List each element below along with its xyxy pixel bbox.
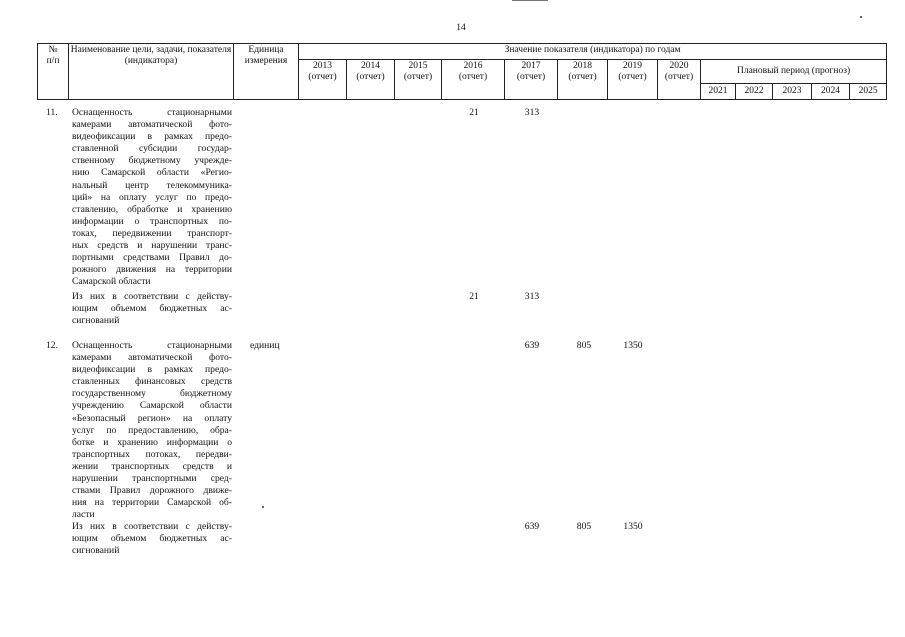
year-label: 2015 xyxy=(408,61,428,71)
desc-line: Самарской области xyxy=(72,276,151,288)
year-note: (отчет) xyxy=(516,72,546,82)
plan-period-title: Плановый период (прогноз) xyxy=(701,60,887,84)
desc-line: ющим объемом бюджетных ас- xyxy=(72,303,232,315)
desc-line: ставленной субсидии государ- xyxy=(72,143,232,155)
header-num-cell xyxy=(38,44,69,100)
year-label: 2019 xyxy=(623,61,642,71)
year-label: 2017 xyxy=(521,61,541,71)
scan-mark xyxy=(512,0,548,1)
desc-line: ласти xyxy=(72,509,95,521)
plan-year-2023: 2023 xyxy=(773,84,812,100)
indicator-table-header xyxy=(37,43,887,100)
row-unit: единиц xyxy=(250,340,280,351)
desc-line: рожного движения на территории xyxy=(72,264,232,276)
desc-line: портными средствами Правил до- xyxy=(72,252,232,264)
header-num: № xyxy=(48,45,58,55)
year-label: 2018 xyxy=(573,61,592,71)
year-note: (отчет) xyxy=(458,72,488,82)
row-sub-description xyxy=(72,291,232,327)
scan-speck xyxy=(262,506,264,508)
year-note: (отчет) xyxy=(568,72,597,82)
desc-line: ственному бюджетному учрежде- xyxy=(72,155,232,167)
value-2019: 1350 xyxy=(623,340,643,351)
year-label: 2020 xyxy=(669,61,689,71)
header-unit: Единица измерения xyxy=(234,44,299,100)
row-description xyxy=(72,340,232,521)
sub-value-2016: 21 xyxy=(469,291,479,302)
year-2014-cell xyxy=(347,60,395,100)
desc-line: нальный центр телекоммуника- xyxy=(72,179,232,191)
year-2019-cell xyxy=(608,60,658,100)
desc-line: ния на территории Самарской об- xyxy=(72,497,232,509)
desc-line: токах, передвижении транспорт- xyxy=(72,227,232,239)
desc-line: «Безопасный регион» на оплату xyxy=(72,412,232,424)
value-2018: 805 xyxy=(576,340,592,351)
desc-line: ставлению, обработке и хранению xyxy=(72,203,232,215)
desc-line: сигнований xyxy=(72,545,120,557)
value-2016: 21 xyxy=(469,107,479,118)
value-2017: 313 xyxy=(524,107,540,118)
year-label: 2016 xyxy=(463,61,483,71)
year-2018-cell xyxy=(558,60,608,100)
desc-line: учреждению Самарской области xyxy=(72,400,232,412)
year-label: 2014 xyxy=(361,61,380,71)
desc-line: ющим объемом бюджетных ас- xyxy=(72,533,232,545)
desc-line: Из них в соответствии с действу- xyxy=(72,521,232,532)
year-2013-cell xyxy=(299,60,347,100)
year-2016-cell xyxy=(442,60,505,100)
plan-year-2025: 2025 xyxy=(850,84,887,100)
row-number: 11. xyxy=(46,107,58,118)
desc-line: государственному бюджетному xyxy=(72,388,232,400)
desc-line: видеофиксации в рамках предо- xyxy=(72,131,232,143)
desc-line: ных средств и нарушении транс- xyxy=(72,240,232,252)
year-note: (отчет) xyxy=(308,72,337,82)
header-values-title: Значение показателя (индикатора) по годам xyxy=(299,44,887,60)
desc-line: ботке и хранению информации о xyxy=(72,436,232,448)
sub-value-2019: 1350 xyxy=(623,521,643,532)
header-name: Наименование цели, задачи, показателя (индикатора) xyxy=(69,44,234,100)
year-2015-cell xyxy=(395,60,442,100)
page-number: 14 xyxy=(456,23,466,33)
plan-year-2021: 2021 xyxy=(701,84,736,100)
desc-line: сигнований xyxy=(72,315,120,327)
desc-line: камерами автоматической фото- xyxy=(72,352,232,364)
desc-line: услуг по предоставлению, обра- xyxy=(72,424,232,436)
desc-line: ций» на оплату услуг по предо- xyxy=(72,191,232,203)
desc-line: информации о транспортных по- xyxy=(72,215,232,227)
year-note: (отчет) xyxy=(618,72,647,82)
sub-value-2017: 639 xyxy=(524,521,540,532)
desc-line: нарушении транспортными сред- xyxy=(72,473,232,485)
desc-line: камерами автоматической фото- xyxy=(72,119,232,131)
desc-line: видеофиксации в рамках предо- xyxy=(72,364,232,376)
row-description xyxy=(72,107,232,288)
desc-line: транспортных потоках, передви- xyxy=(72,448,232,460)
scan-speck xyxy=(860,16,862,18)
desc-line: жении транспортных средств и xyxy=(72,460,232,472)
plan-year-2024: 2024 xyxy=(812,84,850,100)
row-number: 12. xyxy=(46,340,58,351)
desc-line: Из них в соответствии с действу- xyxy=(72,291,232,302)
year-2017-cell xyxy=(505,60,558,100)
desc-line: Оснащенность стационарными xyxy=(72,107,232,118)
year-label: 2013 xyxy=(313,61,332,71)
desc-line: ставленных финансовых средств xyxy=(72,376,232,388)
sub-value-2017: 313 xyxy=(524,291,540,302)
desc-line: нию Самарской области «Регио- xyxy=(72,167,232,179)
desc-line: Оснащенность стационарными xyxy=(72,340,232,351)
plan-year-2022: 2022 xyxy=(736,84,773,100)
row-sub-description xyxy=(72,521,232,557)
year-note: (отчет) xyxy=(403,72,433,82)
sub-value-2018: 805 xyxy=(576,521,592,532)
desc-line: ствами Правил дорожного движе- xyxy=(72,485,232,497)
year-note: (отчет) xyxy=(356,72,385,82)
header-num2: п/п xyxy=(46,56,60,66)
year-2020-cell xyxy=(658,60,701,100)
value-2017: 639 xyxy=(524,340,540,351)
year-note: (отчет) xyxy=(664,72,694,82)
